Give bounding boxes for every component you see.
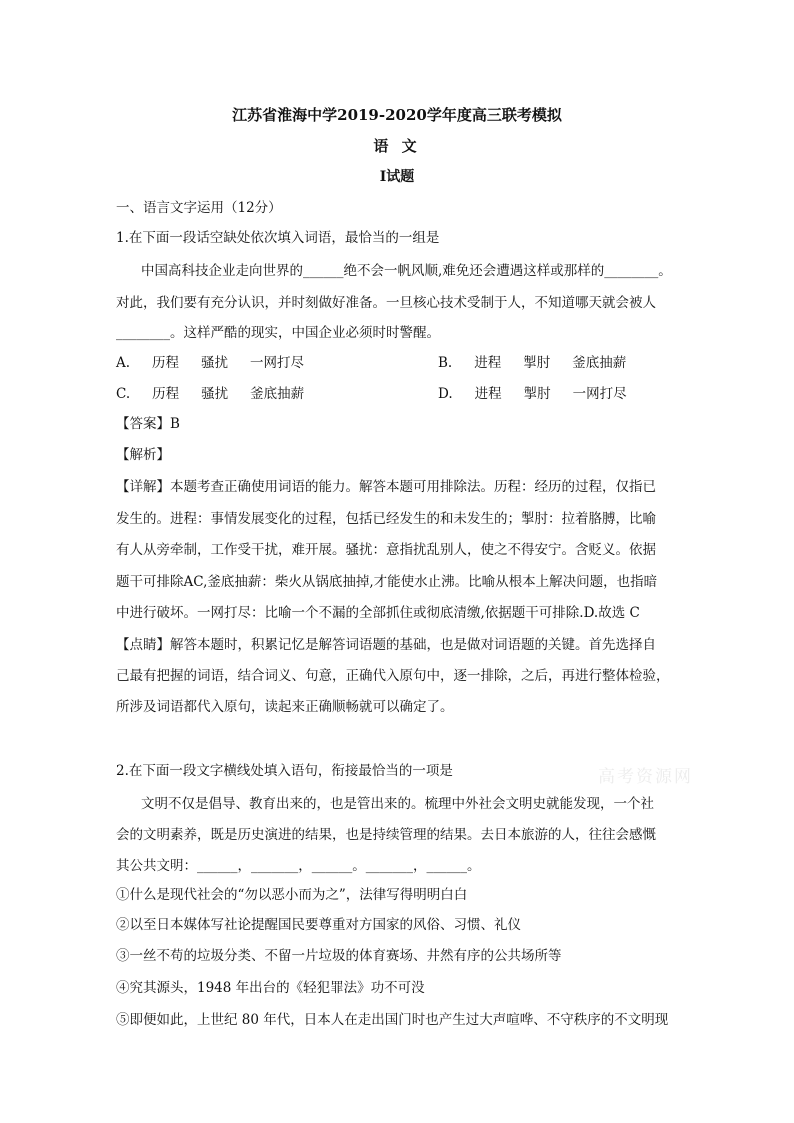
question-2-stem: 2.在下面一段文字横线处填入语句，衔接最恰当的一项是 — [116, 763, 453, 779]
question-1-passage-line: ________。这样严酷的现实，中国企业必须时时警醒。 — [116, 325, 440, 341]
option-word: 一网打尽 — [250, 355, 305, 371]
tip-line: 己最有把握的词语，结合词义、句意，正确代入原句中，逐一排除，之后，再进行整体检验， — [116, 668, 670, 684]
subject-title: 语 文 — [373, 137, 421, 155]
option-word: 历程 — [152, 355, 180, 371]
option-word: 掣肘 — [523, 355, 551, 371]
question-1-passage-line: 对此，我们要有充分认识，并时刻做好准备。一旦核心技术受制于人，不知道哪天就会被人 — [116, 295, 656, 311]
option-label: D. — [438, 386, 453, 402]
detail-line: 中进行破坏。一网打尽：比喻一个不漏的全部抓住或彻底清缴,依据题干可排除.D.故选 C — [116, 605, 640, 621]
watermark: 高考资源网 — [598, 767, 693, 787]
option-word: 进程 — [474, 386, 502, 402]
option-label: B. — [438, 355, 453, 371]
option-label: A. — [116, 355, 131, 371]
option-word: 历程 — [152, 386, 180, 402]
statement-item: ⑤即便如此，上世纪 80 年代，日本人在走出国门时也产生过大声喧哗、不守秩序的不文明现 — [116, 1012, 669, 1028]
option-a — [116, 354, 326, 372]
option-word: 进程 — [474, 355, 502, 371]
option-word: 釜底抽薪 — [250, 386, 305, 402]
question-2-passage-line: 其公共文明：______，_______，______。_______，______。 — [116, 858, 481, 874]
question-1-stem: 1.在下面一段话空缺处依次填入词语，最恰当的一组是 — [116, 230, 440, 246]
statement-item: ③一丝不苟的垃圾分类、不留一片垃圾的体育赛场、井然有序的公共场所等 — [116, 948, 562, 964]
question-2-passage-line: 会的文明素养，既是历史演进的结果，也是持续管理的结果。去日本旅游的人，往往会感慨 — [116, 827, 656, 843]
option-word: 掣肘 — [523, 386, 551, 402]
tip-line: 【点睛】解答本题时，积累记忆是解答词语题的基础，也是做对词语题的关键。首先选择自 — [116, 637, 656, 653]
statement-item: ②以至日本媒体写社论提醒国民要尊重对方国家的风俗、习惯、礼仪 — [116, 917, 521, 933]
statement-item: ④究其源头，1948 年出台的《轻犯罪法》功不可没 — [116, 980, 425, 996]
tip-line: 所涉及词语都代入原句，读起来正确顺畅就可以确定了。 — [116, 699, 454, 715]
detail-line: 有人从旁牵制，工作受干扰，难开展。骚扰：意指扰乱别人，使之不得安宁。含贬义。依据 — [116, 542, 656, 558]
section-heading: 一、语言文字运用（12分） — [116, 200, 282, 216]
statement-item: ①什么是现代社会的“勿以恶小而为之”，法律写得明明白白 — [116, 887, 468, 903]
option-word: 釜底抽薪 — [572, 355, 627, 371]
answer-line: 【答案】B — [116, 416, 180, 432]
detail-line: 题干可排除AC,釜底抽薪：柴火从锅底抽掉,才能使水止沸。比喻从根本上解决问题，也指暗 — [116, 574, 658, 590]
detail-line: 发生的。进程：事情发展变化的过程，包括已经发生的和未发生的；掣肘：拉着胳膊，比喻 — [116, 511, 656, 527]
option-label: C. — [116, 386, 131, 402]
option-word: 骚扰 — [201, 355, 229, 371]
option-b — [438, 354, 648, 372]
option-word: 一网打尽 — [572, 386, 627, 402]
exam-title: 江苏省淮海中学2019-2020学年度高三联考模拟 — [232, 106, 562, 124]
part-title: Ⅰ试题 — [379, 169, 415, 185]
option-c — [116, 385, 326, 403]
detail-line: 【详解】本题考查正确使用词语的能力。解答本题可用排除法。历程：经历的过程，仅指已 — [116, 479, 656, 495]
question-2-passage-line: 文明不仅是倡导、教育出来的，也是管出来的。梳理中外社会文明史就能发现，一个社 — [141, 796, 654, 812]
option-word: 骚扰 — [201, 386, 229, 402]
option-d — [438, 385, 649, 403]
analysis-heading: 【解析】 — [116, 447, 170, 463]
question-1-passage-line: 中国高科技企业走向世界的______绝不会一帆风顺,难免还会遭遇这样或那样的________。 — [141, 263, 672, 279]
